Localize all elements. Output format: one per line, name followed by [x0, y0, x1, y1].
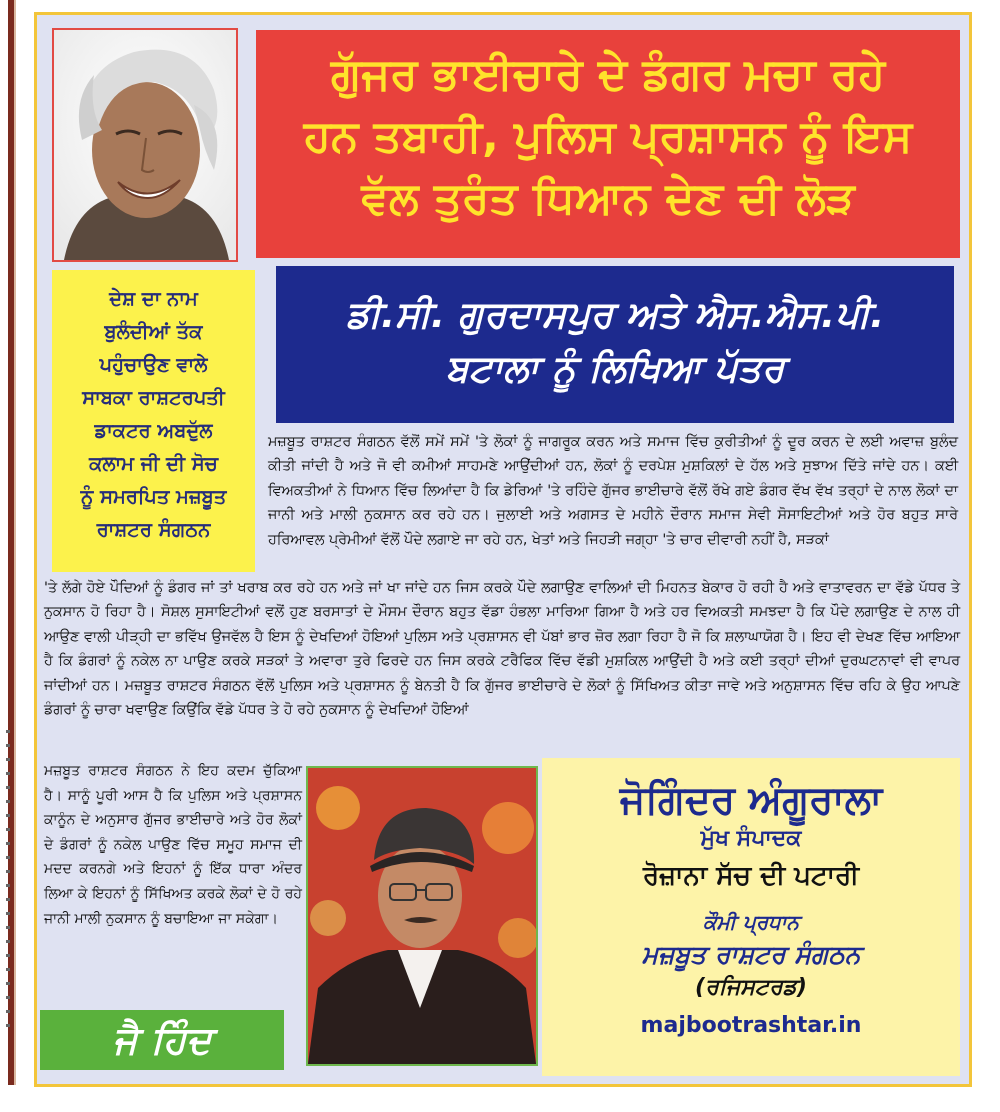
headline-line-1: ਗੁੱਜਰ ਭਾਈਚਾਰੇ ਦੇ ਡੰਗਰ ਮਚਾ ਰਹੇ [330, 49, 886, 100]
headline-line-3: ਵੱਲ ਤੁਰੰਤ ਧਿਆਨ ਦੇਣ ਦੀ ਲੋੜ [361, 173, 855, 224]
dedication-line-2: ਬੁਲੰਦੀਆਂ ਤੱਕ [104, 320, 203, 343]
dedication-line-4: ਸਾਬਕਾ ਰਾਸ਼ਟਰਪਤੀ [82, 386, 225, 409]
dedication-line-6: ਕਲਾਮ ਜੀ ਦੀ ਸੋਚ [89, 452, 218, 475]
dedication-line-1: ਦੇਸ਼ ਦਾ ਨਾਮ [109, 287, 198, 310]
subheadline-line-2: ਬਟਾਲਾ ਨੂੰ ਲਿਖਿਆ ਪੱਤਰ [445, 347, 785, 390]
signatory-post: ਕੌਮੀ ਪ੍ਰਧਾਨ [703, 910, 799, 934]
organization-name: ਮਜ਼ਬੂਤ ਰਾਸ਼ਟਰ ਸੰਗਠਨ [641, 940, 861, 969]
signatory-photo [306, 766, 538, 1066]
signatory-photo-illustration [308, 768, 536, 1064]
kalam-portrait-photo [52, 28, 238, 262]
website-link[interactable]: majbootrashtar.in [640, 1013, 862, 1038]
signatory-role: ਮੁੱਖ ਸੰਪਾਦਕ [700, 826, 802, 851]
newspaper-name: ਰੋਜ਼ਾਨਾ ਸੱਚ ਦੀ ਪਟਾਰੀ [642, 861, 860, 891]
signatory-name: ਜੋਗਿੰਦਰ ਅੰਗੂਰਾਲਾ [619, 778, 883, 823]
dedication-line-5: ਡਾਕਟਰ ਅਬਦੁੱਲ [94, 419, 213, 442]
dedication-box [52, 270, 255, 572]
dedication-line-3: ਪਹੁੰਚਾਉਣ ਵਾਲੇ [99, 353, 208, 376]
kalam-portrait-illustration [54, 30, 236, 260]
dedication-line-7: ਨੂੰ ਸਮਰਪਿਤ ਮਜ਼ਬੂਤ [80, 485, 227, 508]
signature-block [542, 758, 960, 1076]
main-headline [256, 30, 960, 258]
registered-label: (ਰਜਿਸਟਰਡ) [695, 975, 807, 1000]
sub-headline [276, 266, 954, 423]
article-body-part-3: ਮਜ਼ਬੂਤ ਰਾਸ਼ਟਰ ਸੰਗਠਨ ਨੇ ਇਹ ਕਦਮ ਚੁੱਕਿਆ ਹੈ। ਸਾਨੂੰ ਪੂਰੀ ਆਸ ਹੈ ਕਿ ਪੁਲਿਸ ਅਤੇ ਪ੍ਰਸ਼ਾਸਨ ਕਾਨੂੰਨ ਦੇ ਅਨੁਸਾਰ ਗੁੱਜਰ ਭਾਈਚਾਰੇ ਅਤੇ ਹੋਰ ਲੋਕਾਂ ਦੇ ਡੰਗਰਾਂ ਨੂੰ ਨਕੇਲ ਪਾਉਣ ਵਿੱਚ ਸਮੂਹ ਸਮਾਜ ਦੀ ਮਦਦ ਕਰਨਗੇ ਅਤੇ ਇਹਨਾਂ ਨੂੰ ਇੱਕ ਧਾਰਾ ਅੰਦਰ ਲਿਆ ਕੇ ਇਹਨਾਂ ਨੂੰ ਸਿੱਖਿਅਤ ਕਰਕੇ ਲੋਕਾਂ ਦੇ ਹੋ ਰਹੇ ਜਾਨੀ ਮਾਲੀ ਨੁਕਸਾਨ ਨੂੰ ਬਚਾਇਆ ਜਾ ਸਕੇਗਾ। [44, 763, 302, 927]
headline-line-2: ਹਨ ਤਬਾਹੀ, ਪੁਲਿਸ ਪ੍ਰਸ਼ਾਸਨ ਨੂੰ ਇਸ [303, 111, 913, 162]
left-margin-dots [6, 730, 10, 1030]
subheadline-line-1: ਡੀ.ਸੀ. ਗੁਰਦਾਸਪੁਰ ਅਤੇ ਐਸ.ਐਸ.ਪੀ. [345, 293, 885, 336]
article-body-part-2: 'ਤੇ ਲੱਗੇ ਹੋਏ ਪੌਦਿਆਂ ਨੂੰ ਡੰਗਰ ਜਾਂ ਤਾਂ ਖਰਾਬ ਕਰ ਰਹੇ ਹਨ ਅਤੇ ਜਾਂ ਖਾ ਜਾਂਦੇ ਹਨ ਜਿਸ ਕਰਕੇ ਪੌਦੇ ਲਗਾਉਣ ਵਾਲਿਆਂ ਦੀ ਮਿਹਨਤ ਬੇਕਾਰ ਹੋ ਰਹੀ ਹੈ ਅਤੇ ਵਾਤਾਵਰਨ ਦਾ ਵੱਡੇ ਪੱਧਰ ਤੇ ਨੁਕਸਾਨ ਹੋ ਰਿਹਾ ਹੈ। ਸੋਸ਼ਲ ਸੁਸਾਇਟੀਆਂ ਵਲੋਂ ਹੁਣ ਬਰਸਾਤਾਂ ਦੇ ਮੌਸਮ ਦੌਰਾਨ ਬਹੁਤ ਵੱਡਾ ਹੰਭਲਾ ਮਾਰਿਆ ਗਿਆ ਹੈ ਅਤੇ ਹਰ ਵਿਅਕਤੀ ਸਮਝਦਾ ਹੈ ਕਿ ਪੌਦੇ ਲਗਾਉਣ ਦੇ ਨਾਲ ਹੀ ਆਉਣ ਵਾਲੀ ਪੀੜ੍ਹੀ ਦਾ ਭਵਿੱਖ ਉਜਵੱਲ ਹੈ ਇਸ ਨੂੰ ਦੇਖਦਿਆਂ ਹੋਇਆਂ ਪੁਲਿਸ ਅਤੇ ਪ੍ਰਸ਼ਾਸਨ ਵੀ ਪੱਬਾਂ ਭਾਰ ਜ਼ੋਰ ਲਗਾ ਰਿਹਾ ਹੈ ਜੋ ਕਿ ਸ਼ਲਾਘਾਯੋਗ ਹੈ। ਇਹ ਵੀ ਦੇਖਣ ਵਿੱਚ ਆਇਆ ਹੈ ਕਿ ਡੰਗਰਾਂ ਨੂੰ ਨਕੇਲ ਨਾ ਪਾਉਣ ਕਰਕੇ ਸੜਕਾਂ ਤੇ ਅਵਾਰਾ ਤੁਰੇ ਫਿਰਦੇ ਹਨ ਜਿਸ ਕਰਕੇ ਟਰੈਫਿਕ ਵਿੱਚ ਵੱਡੀ ਮੁਸ਼ਕਿਲ ਆਉਂਦੀ ਹੈ ਅਤੇ ਕਈ ਤਰ੍ਹਾਂ ਦੀਆਂ ਦੁਰਘਟਨਾਵਾਂ ਵੀ ਵਾਪਰ ਜਾਂਦੀਆਂ ਹਨ। ਮਜ਼ਬੂਤ ਰਾਸ਼ਟਰ ਸੰਗਠਨ ਵੱਲੋਂ ਪੁਲਿਸ ਅਤੇ ਪ੍ਰਸ਼ਾਸਨ ਨੂੰ ਬੇਨਤੀ ਹੈ ਕਿ ਗੁੱਜਰ ਭਾਈਚਾਰੇ ਦੇ ਲੋਕਾਂ ਨੂੰ ਸਿੱਖਿਅਤ ਕੀਤਾ ਜਾਵੇ ਅਤੇ ਅਨੁਸ਼ਾਸਨ ਵਿੱਚ ਰਹਿ ਕੇ ਉਹ ਆਪਣੇ ਡੰਗਰਾਂ ਨੂੰ ਚਾਰਾ ਖਵਾਉਣ ਕਿਉਂਕਿ ਵੱਡੇ ਪੱਧਰ ਤੇ ਹੋ ਰਹੇ ਨੁਕਸਾਨ ਨੂੰ ਦੇਖਦਿਆਂ ਹੋਇਆਂ [44, 580, 960, 719]
dedication-line-8: ਰਾਸ਼ਟਰ ਸੰਗਠਨ [96, 518, 211, 541]
left-margin-rule-inner [14, 0, 16, 1085]
closing-jai-hind: ਜੈ ਹਿੰਦ [40, 1010, 284, 1070]
article-body-part-1: ਮਜ਼ਬੂਤ ਰਾਸ਼ਟਰ ਸੰਗਠਨ ਵੱਲੋਂ ਸਮੇਂ ਸਮੇਂ 'ਤੇ ਲੋਕਾਂ ਨੂੰ ਜਾਗਰੂਕ ਕਰਨ ਅਤੇ ਸਮਾਜ ਵਿੱਚ ਕੁਰੀਤੀਆਂ ਨੂੰ ਦੂਰ ਕਰਨ ਦੇ ਲਈ ਅਵਾਜ਼ ਬੁਲੰਦ ਕੀਤੀ ਜਾਂਦੀ ਹੈ ਅਤੇ ਜੋ ਵੀ ਕਮੀਆਂ ਸਾਹਮਣੇ ਆਉਂਦੀਆਂ ਹਨ, ਲੋਕਾਂ ਨੂੰ ਦਰਪੇਸ਼ ਮੁਸ਼ਕਿਲਾਂ ਦੇ ਹੱਲ ਅਤੇ ਸੁਝਾਅ ਦਿੱਤੇ ਜਾਂਦੇ ਹਨ। ਕਈ ਵਿਅਕਤੀਆਂ ਨੇ ਧਿਆਨ ਵਿੱਚ ਲਿਆਂਦਾ ਹੈ ਕਿ ਡੇਰਿਆਂ 'ਤੇ ਰਹਿੰਦੇ ਗੁੱਜਰ ਭਾਈਚਾਰੇ ਵੱਲੋਂ ਰੱਖੇ ਗਏ ਡੰਗਰ ਵੱਖ ਵੱਖ ਤਰ੍ਹਾਂ ਦੇ ਨਾਲ ਲੋਕਾਂ ਦਾ ਜਾਨੀ ਅਤੇ ਮਾਲੀ ਨੁਕਸਾਨ ਕਰ ਰਹੇ ਹਨ। ਜੁਲਾਈ ਅਤੇ ਅਗਸਤ ਦੇ ਮਹੀਨੇ ਦੌਰਾਨ ਸਮਾਜ ਸੇਵੀ ਸੋਸਾਇਟੀਆਂ ਅਤੇ ਹੋਰ ਬਹੁਤ ਸਾਰੇ ਹਰਿਆਵਲ ਪ੍ਰੇਮੀਆਂ ਵੱਲੋਂ ਪੌਦੇ ਲਗਾਏ ਜਾ ਰਹੇ ਹਨ, ਖੇਤਾਂ ਅਤੇ ਜਿਹੜੀ ਜਗ੍ਹਾ 'ਤੇ ਚਾਰ ਦੀਵਾਰੀ ਨਹੀਂ ਹੈ, ਸੜਕਾਂ [268, 434, 958, 548]
